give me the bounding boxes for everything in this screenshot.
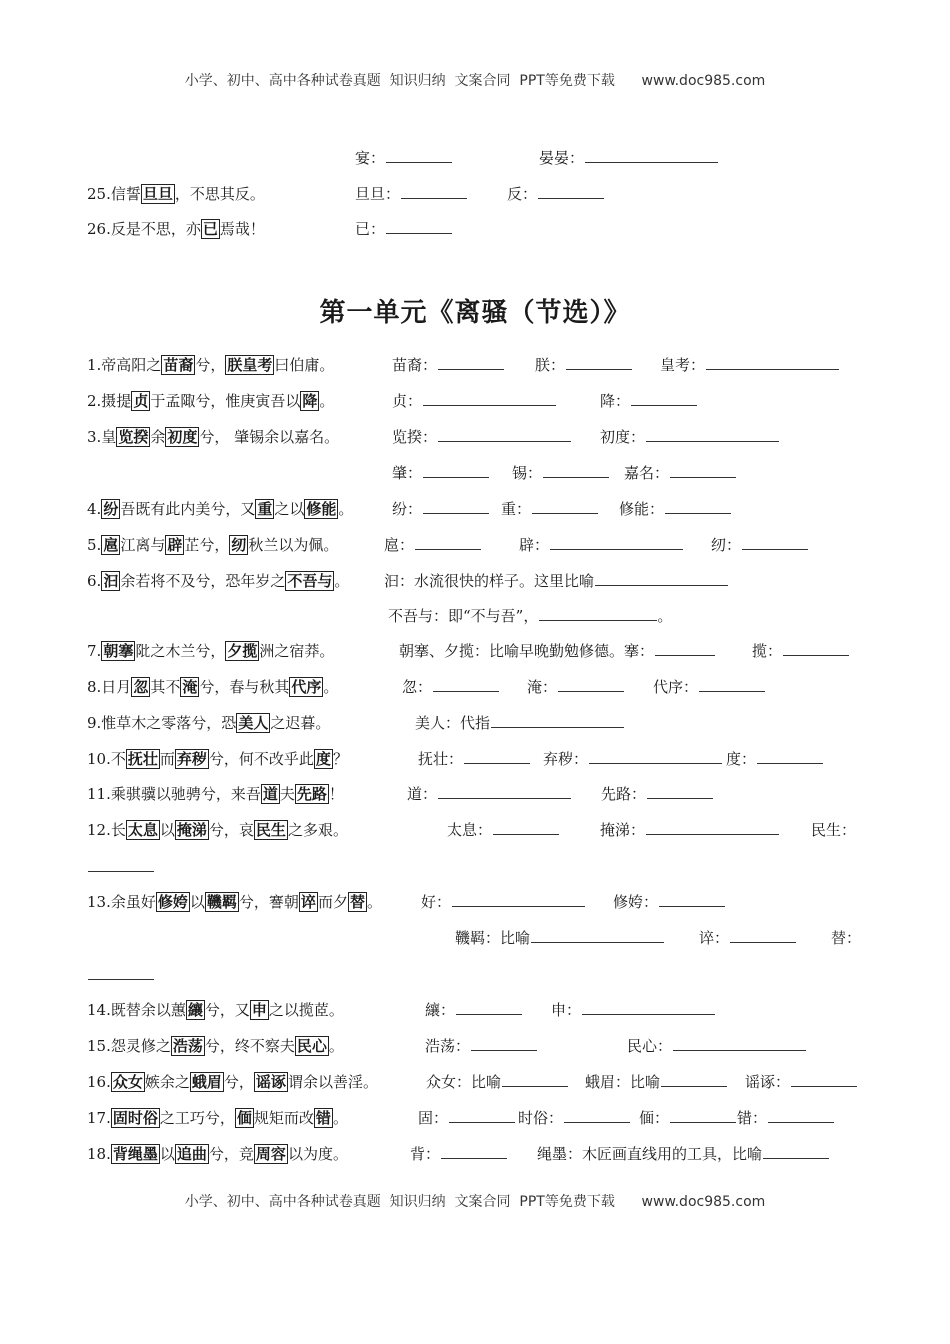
key-word: 降 [302, 392, 318, 410]
item-25-row [87, 181, 870, 207]
text-segment: 于孟陬兮，惟庚寅吾以 [150, 392, 301, 410]
answer-blank[interactable] [670, 461, 736, 478]
answer-blank[interactable] [449, 1106, 515, 1123]
text-segment: 忽： [402, 678, 433, 696]
answer-blank[interactable] [471, 1034, 537, 1051]
text-segment: 曰伯庸。 [274, 356, 335, 374]
text-segment: 兮，又 [204, 1001, 250, 1019]
text-segment: 肇： [392, 464, 423, 482]
text-segment: 蛾眉：比喻 [585, 1073, 661, 1091]
answer-blank[interactable] [438, 425, 571, 442]
text-segment: 错： [737, 1109, 768, 1127]
text-segment: 。 [328, 1037, 344, 1055]
text-segment: 信誓 [110, 185, 141, 203]
text-segment: 17. [87, 1109, 111, 1127]
text-segment: 以 [159, 821, 175, 839]
text-segment: 众女：比喻 [426, 1073, 502, 1091]
answer-blank[interactable] [659, 890, 725, 907]
answer-blank[interactable] [502, 1070, 568, 1087]
key-word: 忽 [133, 678, 149, 696]
text-segment: 2.摄提 [87, 392, 132, 410]
text-segment: 规矩而改 [253, 1109, 314, 1127]
text-segment: 夫 [279, 785, 295, 803]
text-segment: 而 [159, 750, 175, 768]
item-3b-row [87, 460, 870, 486]
text-segment: 13.余虽好 [87, 893, 156, 911]
text-segment: 修能： [619, 500, 665, 518]
text-segment: 美人：代指 [415, 714, 491, 732]
text-segment: 纷： [392, 500, 423, 518]
text-segment: 旦旦： [355, 185, 401, 203]
answer-blank[interactable] [423, 461, 489, 478]
answer-blank[interactable] [539, 604, 657, 621]
text-segment: 苗裔： [392, 356, 438, 374]
key-word: 夕揽 [227, 642, 258, 660]
text-segment: 之迟暮。 [270, 714, 331, 732]
answer-blank[interactable] [699, 675, 765, 692]
answer-blank[interactable] [582, 998, 715, 1015]
key-word: 错 [315, 1109, 331, 1127]
text-segment: 兮，春与秋其 [199, 678, 290, 696]
answer-blank[interactable] [783, 639, 849, 656]
text-segment: 之以 [274, 500, 305, 518]
key-word: 先路 [296, 785, 327, 803]
key-word: 重 [257, 500, 273, 518]
answer-blank[interactable] [543, 461, 609, 478]
key-word: 旦旦 [142, 185, 173, 203]
key-word: 代序 [291, 678, 322, 696]
item-13-row [87, 889, 870, 915]
text-segment: 江离与 [120, 536, 166, 554]
answer-blank[interactable] [768, 1106, 834, 1123]
text-segment: 以为度。 [287, 1145, 348, 1163]
text-segment: 8.日月 [87, 678, 132, 696]
key-word: 贞 [133, 392, 149, 410]
text-segment: 嫉余之 [144, 1073, 190, 1091]
text-segment: 1.帝高阳之 [87, 356, 162, 374]
label: 宴： [355, 149, 386, 167]
item-13b-row [87, 925, 870, 951]
text-segment: 。 [323, 678, 339, 696]
answer-blank[interactable] [401, 182, 467, 199]
answer-blank[interactable] [564, 1106, 630, 1123]
text-segment: 洲之宿莽。 [259, 642, 335, 660]
text-segment: 替： [831, 929, 862, 947]
key-word: 纫 [231, 536, 247, 554]
key-word: 周容 [255, 1145, 286, 1163]
key-word: 美人 [238, 714, 269, 732]
item-26-row [87, 216, 870, 242]
answer-blank[interactable] [433, 675, 499, 692]
text-segment: 18. [87, 1145, 111, 1163]
key-word: 朕皇考 [227, 356, 273, 374]
text-segment: 贞： [392, 392, 423, 410]
text-segment: 固： [418, 1109, 449, 1127]
text-segment: 已： [355, 220, 386, 238]
answer-blank[interactable] [538, 182, 604, 199]
text-segment: 而夕 [317, 893, 348, 911]
text-segment: 15.怨灵修之 [87, 1037, 171, 1055]
item-0-row [87, 145, 870, 171]
item-16-row [87, 1069, 870, 1095]
answer-blank[interactable] [566, 353, 632, 370]
key-word: 道 [262, 785, 278, 803]
answer-blank[interactable] [423, 389, 556, 406]
text-segment: 道： [407, 785, 438, 803]
answer-blank[interactable] [531, 926, 664, 943]
text-segment: 其不 [150, 678, 181, 696]
item-11-row [87, 781, 870, 807]
text-segment: 。 [338, 500, 354, 518]
text-segment: 好： [421, 893, 452, 911]
item-5-row [87, 532, 870, 558]
text-segment: 兮， [223, 1073, 254, 1091]
answer-blank[interactable] [631, 389, 697, 406]
key-word: 浩荡 [172, 1037, 203, 1055]
text-segment: 时俗： [518, 1109, 564, 1127]
item-7-row [87, 638, 870, 664]
text-segment: ？ [332, 750, 348, 768]
text-segment: 谇： [699, 929, 730, 947]
item-6-row [87, 568, 870, 594]
key-word: 偭 [236, 1109, 252, 1127]
text-segment: 之以揽茝。 [268, 1001, 344, 1019]
key-word: 民生 [255, 821, 286, 839]
answer-blank[interactable] [661, 1070, 727, 1087]
key-word: 太息 [127, 821, 158, 839]
text-segment: 淹： [527, 678, 558, 696]
text-segment: 纫： [711, 536, 742, 554]
text-segment: 11.乘骐骥以驰骋兮，来吾 [87, 785, 261, 803]
key-word: 追曲 [176, 1145, 207, 1163]
key-word: 固时俗 [112, 1109, 158, 1127]
text-segment: 兮， [195, 356, 226, 374]
key-word: 抚壮 [127, 750, 158, 768]
item-9-row [87, 710, 870, 736]
text-segment: 偭： [639, 1109, 670, 1127]
text-segment: 秋兰以为佩。 [248, 536, 339, 554]
text-segment: 兮，謇朝 [238, 893, 299, 911]
text-segment: 初度： [600, 428, 646, 446]
text-segment: 纕： [425, 1001, 456, 1019]
answer-blank[interactable] [757, 747, 823, 764]
answer-blank[interactable] [558, 675, 624, 692]
item-17-row [87, 1105, 870, 1131]
answer-blank[interactable] [438, 353, 504, 370]
text-segment: 朝搴、夕揽：比喻早晚勤勉修德。搴： [399, 642, 655, 660]
answer-blank[interactable] [532, 497, 598, 514]
item-14-row [87, 997, 870, 1023]
key-word: 纷 [103, 500, 119, 518]
text-segment: 反： [507, 185, 538, 203]
text-segment: 之多艰。 [287, 821, 348, 839]
text-segment: 兮，竞 [208, 1145, 254, 1163]
text-segment: 弃秽： [543, 750, 589, 768]
text-segment: 辟： [519, 536, 550, 554]
label: 晏晏： [539, 149, 585, 167]
answer-blank[interactable] [647, 782, 713, 799]
answer-blank[interactable] [589, 747, 722, 764]
answer-blank[interactable] [706, 353, 839, 370]
section-title: 第一单元《离骚（节选）》 [319, 298, 631, 328]
key-word: 苗裔 [163, 356, 194, 374]
text-segment: 太息： [447, 821, 493, 839]
answer-blank[interactable] [456, 998, 522, 1015]
text-segment: 汩：水流很快的样子。这里比喻 [384, 572, 595, 590]
text-segment: 7. [87, 642, 102, 660]
key-word: 纕 [187, 1001, 203, 1019]
text-segment: 民生： [811, 821, 857, 839]
key-word: 不吾与 [287, 572, 333, 590]
text-segment: 12.长 [87, 821, 126, 839]
text-segment: 扈： [384, 536, 415, 554]
page-header: 小学、初中、高中各种试卷真题 知识归纳 文案合同 PPT等免费下载 www.doc985.com [184, 73, 766, 89]
text-segment: 余若将不及兮，恐年岁之 [120, 572, 286, 590]
text-segment: 揽： [752, 642, 783, 660]
answer-blank[interactable] [441, 1142, 507, 1159]
item-10-row [87, 746, 870, 772]
answer-blank[interactable] [595, 569, 728, 586]
key-word: 淹 [182, 678, 198, 696]
text-segment: 6. [87, 572, 102, 590]
item-15-row [87, 1033, 870, 1059]
text-segment: 嘉名： [624, 464, 670, 482]
text-segment: 吾既有此内美兮，又 [120, 500, 256, 518]
text-segment: 。 [319, 392, 335, 410]
text-segment: 兮， 肇锡余以嘉名。 [199, 428, 340, 446]
key-word: 替 [349, 893, 365, 911]
text-segment: 阰之木兰兮， [135, 642, 226, 660]
text-segment: 以 [159, 1145, 175, 1163]
text-segment: 16. [87, 1073, 111, 1091]
text-segment: 掩涕： [600, 821, 646, 839]
key-word: 鞿羁 [206, 893, 237, 911]
text-segment: ！ [328, 785, 344, 803]
text-segment: 5. [87, 536, 102, 554]
page-footer: 小学、初中、高中各种试卷真题 知识归纳 文案合同 PPT等免费下载 www.doc985.com [184, 1194, 766, 1210]
answer-blank[interactable] [438, 782, 571, 799]
answer-blank[interactable] [585, 146, 718, 163]
key-word: 蛾眉 [191, 1073, 222, 1091]
text-segment: 14.既替余以蕙 [87, 1001, 186, 1019]
text-segment: 以 [189, 893, 205, 911]
text-segment: 度： [726, 750, 757, 768]
key-word: 览揆 [118, 428, 149, 446]
item-13-wrap-row [87, 962, 870, 988]
answer-blank[interactable] [665, 497, 731, 514]
key-word: 背绳墨 [112, 1145, 158, 1163]
answer-blank[interactable] [646, 818, 779, 835]
text-segment: 绳墨：木匠画直线用的工具，比喻 [537, 1145, 763, 1163]
text-segment: 抚壮： [418, 750, 464, 768]
answer-blank[interactable] [763, 1142, 829, 1159]
answer-blank[interactable] [452, 890, 585, 907]
text-segment: 民心： [627, 1037, 673, 1055]
text-segment: 锡： [512, 464, 543, 482]
text-segment: 谣诼： [745, 1073, 791, 1091]
answer-blank[interactable] [670, 1106, 736, 1123]
key-word: 朝搴 [103, 642, 134, 660]
text-segment: 兮，终不察夫 [204, 1037, 295, 1055]
key-word: 申 [251, 1001, 267, 1019]
key-word: 掩涕 [176, 821, 207, 839]
text-segment: 朕： [535, 356, 566, 374]
text-segment: 。 [332, 1109, 348, 1127]
text-segment: 不吾与：即“不与吾”， [388, 607, 539, 625]
item-12-wrap-row [87, 854, 870, 880]
answer-blank[interactable] [423, 497, 489, 514]
answer-blank[interactable] [386, 217, 452, 234]
text-segment: 浩荡： [425, 1037, 471, 1055]
answer-blank[interactable] [730, 926, 796, 943]
key-word: 谇 [300, 893, 316, 911]
key-word: 已 [202, 220, 218, 238]
answer-blank[interactable] [646, 425, 779, 442]
answer-blank[interactable] [742, 533, 808, 550]
text-segment: 25. [87, 185, 111, 203]
item-18-row [87, 1141, 870, 1167]
answer-blank[interactable] [550, 533, 683, 550]
key-word: 初度 [167, 428, 198, 446]
key-word: 扈 [103, 536, 119, 554]
answer-blank[interactable] [655, 639, 715, 656]
key-word: 度 [315, 750, 331, 768]
key-word: 弃秽 [176, 750, 207, 768]
answer-blank[interactable] [415, 533, 481, 550]
text-segment: 之工巧兮， [159, 1109, 235, 1127]
text-segment: 芷兮， [184, 536, 230, 554]
item-1-row [87, 352, 870, 378]
answer-blank[interactable] [386, 146, 452, 163]
text-segment: 申： [551, 1001, 582, 1019]
text-segment: 谓余以善淫。 [287, 1073, 378, 1091]
item-6b-row [87, 603, 870, 629]
answer-blank[interactable] [464, 747, 530, 764]
item-3-row [87, 424, 870, 450]
key-word: 民心 [296, 1037, 327, 1055]
key-word: 谣诼 [255, 1073, 286, 1091]
text-segment: 。 [657, 607, 673, 625]
text-segment: 兮，何不改乎此 [208, 750, 314, 768]
item-12-row [87, 817, 870, 843]
text-segment: 。 [366, 893, 382, 911]
answer-blank[interactable] [88, 855, 154, 872]
text-segment: 余 [150, 428, 166, 446]
text-segment: 。 [334, 572, 350, 590]
text-segment: ，不思其反。 [174, 185, 265, 203]
text-segment: 鞿羁：比喻 [455, 929, 531, 947]
text-segment: 先路： [601, 785, 647, 803]
answer-blank[interactable] [493, 818, 559, 835]
answer-blank[interactable] [673, 1034, 806, 1051]
text-segment: 皇考： [660, 356, 706, 374]
key-word: 修能 [306, 500, 337, 518]
item-8-row [87, 674, 870, 700]
answer-blank[interactable] [88, 963, 154, 980]
text-segment: 代序： [653, 678, 699, 696]
text-segment: 兮，哀 [208, 821, 254, 839]
text-segment: 览揆： [392, 428, 438, 446]
answer-blank[interactable] [791, 1070, 857, 1087]
key-word: 修姱 [157, 893, 188, 911]
text-segment: 修姱： [613, 893, 659, 911]
text-segment: 3.皇 [87, 428, 117, 446]
text-segment: 重： [501, 500, 532, 518]
text-segment: 9.惟草木之零落兮，恐 [87, 714, 237, 732]
text-segment: 26. [87, 220, 111, 238]
text-segment: 背： [410, 1145, 441, 1163]
item-2-row [87, 388, 870, 414]
text-segment: 10.不 [87, 750, 126, 768]
item-4-row [87, 496, 870, 522]
answer-blank[interactable] [491, 711, 624, 728]
text-segment: 焉哉！ [219, 220, 265, 238]
text-segment: 4. [87, 500, 102, 518]
text-segment: 反是不思，亦 [110, 220, 201, 238]
text-segment: 降： [600, 392, 631, 410]
key-word: 辟 [167, 536, 183, 554]
key-word: 汩 [103, 572, 119, 590]
key-word: 众女 [112, 1073, 143, 1091]
